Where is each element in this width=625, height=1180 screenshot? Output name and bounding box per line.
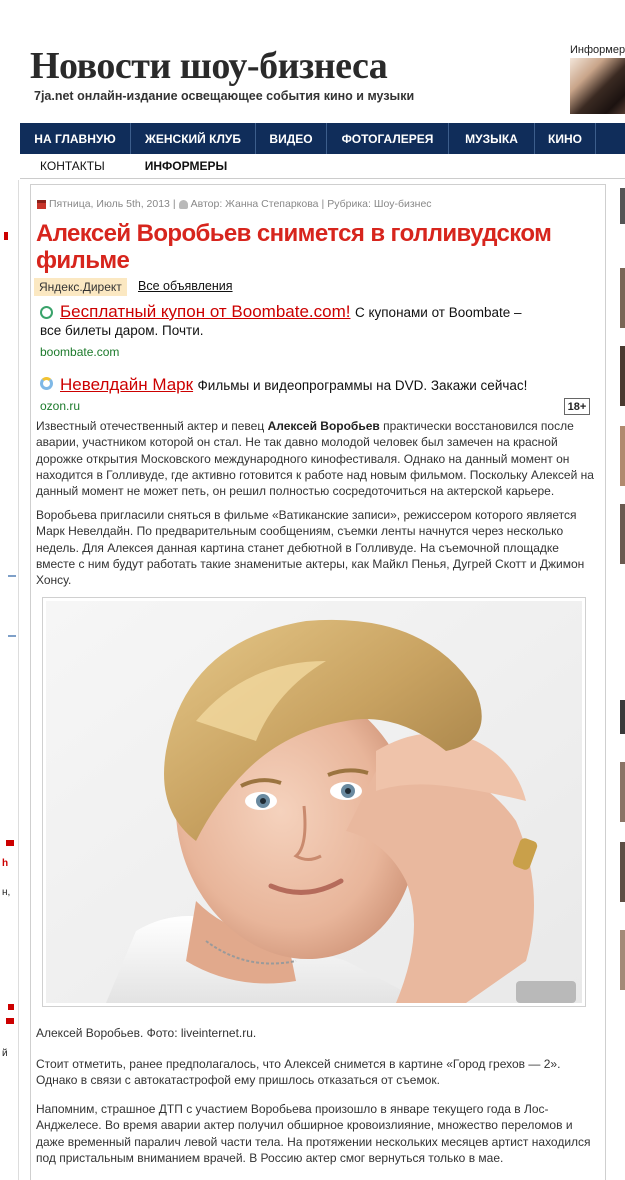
ad-2-domain[interactable]: ozon.ru (40, 399, 81, 413)
nav-cinema[interactable]: КИНО (535, 123, 596, 154)
left-sliver-text: н, (2, 887, 11, 898)
informer-label: Информер (570, 44, 625, 56)
meta-separator: | (172, 198, 176, 210)
right-sidebar-thumbnail[interactable] (620, 346, 625, 406)
article-headline: Алексей Воробьев снимется в голливудском фильме (36, 220, 552, 274)
left-sliver-mark (6, 840, 14, 846)
coupon-icon (40, 306, 53, 319)
nav-photo-gallery[interactable]: ФОТОГАЛЕРЕЯ (327, 123, 449, 154)
sub-nav (20, 154, 625, 179)
right-sidebar-thumbnail[interactable] (620, 762, 625, 822)
nav-informers[interactable]: ИНФОРМЕРЫ (144, 159, 228, 173)
left-sliver-text: h (2, 858, 9, 869)
left-sidebar-edge (0, 180, 19, 1180)
ad-1-domain[interactable]: boombate.com (40, 345, 120, 359)
article-photo[interactable] (46, 601, 582, 1003)
nav-music[interactable]: МУЗЫКА (449, 123, 535, 154)
article-paragraph-2: Воробьева пригласили сняться в фильме «Ватиканские записи», режиссером которого является Марк Невелдайн. По предварительным сообщениям, съемки ленты начнутся через несколько недель. Для Алексея данная картина станет дебютной в Голливуде. На съемочной площадке вместе с ним будут работать такие знаменитые актеры, как Майкл Пенья, Дугрей Скотт и Джимон Хонсу. (36, 508, 585, 588)
ad-1-title-link[interactable]: Бесплатный купон от Boombate.com! (60, 302, 351, 321)
calendar-icon (37, 200, 46, 209)
nav-video[interactable]: ВИДЕО (256, 123, 327, 154)
nav-home[interactable]: НА ГЛАВНУЮ (20, 123, 131, 154)
informer-thumbnail[interactable] (570, 58, 625, 114)
paragraph-text: практически восстановился после аварии, участником которой он стал. Не так давно молодой человек был замечен на красной дорожке открытия Московского международного кинофестиваля. Однако на данный момент он находится в Голливуде, где активно готовится к работе над новым фильмом. Поскольку Алексей на данный момент не может петь, он решил полностью сосредоточиться на актерской карьере. (36, 419, 594, 499)
photo-caption: Алексей Воробьев. Фото: liveinternet.ru. (36, 1026, 257, 1040)
article-rubric[interactable]: Рубрика: Шоу-бизнес (327, 198, 432, 210)
all-ads-link[interactable]: Все объявления (138, 279, 233, 293)
ad-1 (60, 302, 550, 323)
ad-1-text: С купонами от Boombate – (354, 305, 522, 320)
right-sidebar-thumbnail[interactable] (620, 188, 625, 224)
left-sliver-mark (4, 232, 8, 240)
right-sidebar-thumbnail[interactable] (620, 268, 625, 328)
article-paragraph-4: Напомним, страшное ДТП с участием Воробьева произошло в январе текущего года в Лос-Анджелесе. Во время аварии актер получил обширное кровоизлияние, множество переломов и даже временный паралич левой части тела. На протяжении нескольких месяцев артист находился под пристальным вниманием врачей. В Россию актер смог вернуться только в мае. (36, 1102, 591, 1165)
portrait-illustration (46, 601, 582, 1003)
ad-2-title-link[interactable]: Невелдайн Марк (60, 375, 194, 394)
ozon-icon (40, 377, 53, 390)
right-sidebar-thumbnail[interactable] (620, 930, 625, 990)
age-rating-badge: 18+ (564, 398, 590, 415)
article-meta (37, 198, 432, 210)
right-sidebar-thumbnail[interactable] (620, 504, 625, 564)
article-paragraph-1 (36, 418, 596, 499)
site-title[interactable]: Новости шоу-бизнеса (30, 45, 388, 87)
main-nav (20, 123, 625, 154)
left-sliver-mark (8, 1004, 14, 1010)
ad-1-text-line2: все билеты даром. Почти. (40, 323, 204, 338)
article-author[interactable]: Автор: Жанна Степаркова (190, 198, 319, 210)
article-paragraph-3: Стоит отметить, ранее предполагалось, что Алексей снимется в картине «Город грехов — 2». Однако в связи с автокатастрофой ему пришлось отказаться от съемок. (36, 1057, 561, 1088)
actor-name: Алексей Воробьев (267, 419, 380, 433)
nav-womens-club[interactable]: ЖЕНСКИЙ КЛУБ (131, 123, 256, 154)
paragraph-text: Известный отечественный актер и певец (36, 419, 268, 433)
right-sidebar-thumbnail[interactable] (620, 426, 625, 486)
right-sidebar-thumbnail[interactable] (620, 700, 625, 734)
right-sidebar-thumbnail[interactable] (620, 842, 625, 902)
article-date: Пятница, Июль 5th, 2013 (49, 198, 170, 210)
meta-separator: | (321, 198, 325, 210)
ad-2-text: Фильмы и видеопрограммы на DVD. Закажи сейчас! (197, 378, 528, 393)
author-icon (179, 200, 188, 209)
nav-contacts[interactable]: КОНТАКТЫ (40, 159, 105, 173)
site-tagline: 7ja.net онлайн-издание освещающее события кино и музыки (34, 89, 415, 103)
left-sliver-text: й (2, 1048, 8, 1059)
ad-2 (60, 374, 527, 397)
left-sliver-mark (6, 1018, 14, 1024)
yandex-direct-badge[interactable]: Яндекс.Директ (34, 278, 127, 296)
left-sliver-line (8, 635, 16, 637)
left-sliver-line (8, 575, 16, 577)
